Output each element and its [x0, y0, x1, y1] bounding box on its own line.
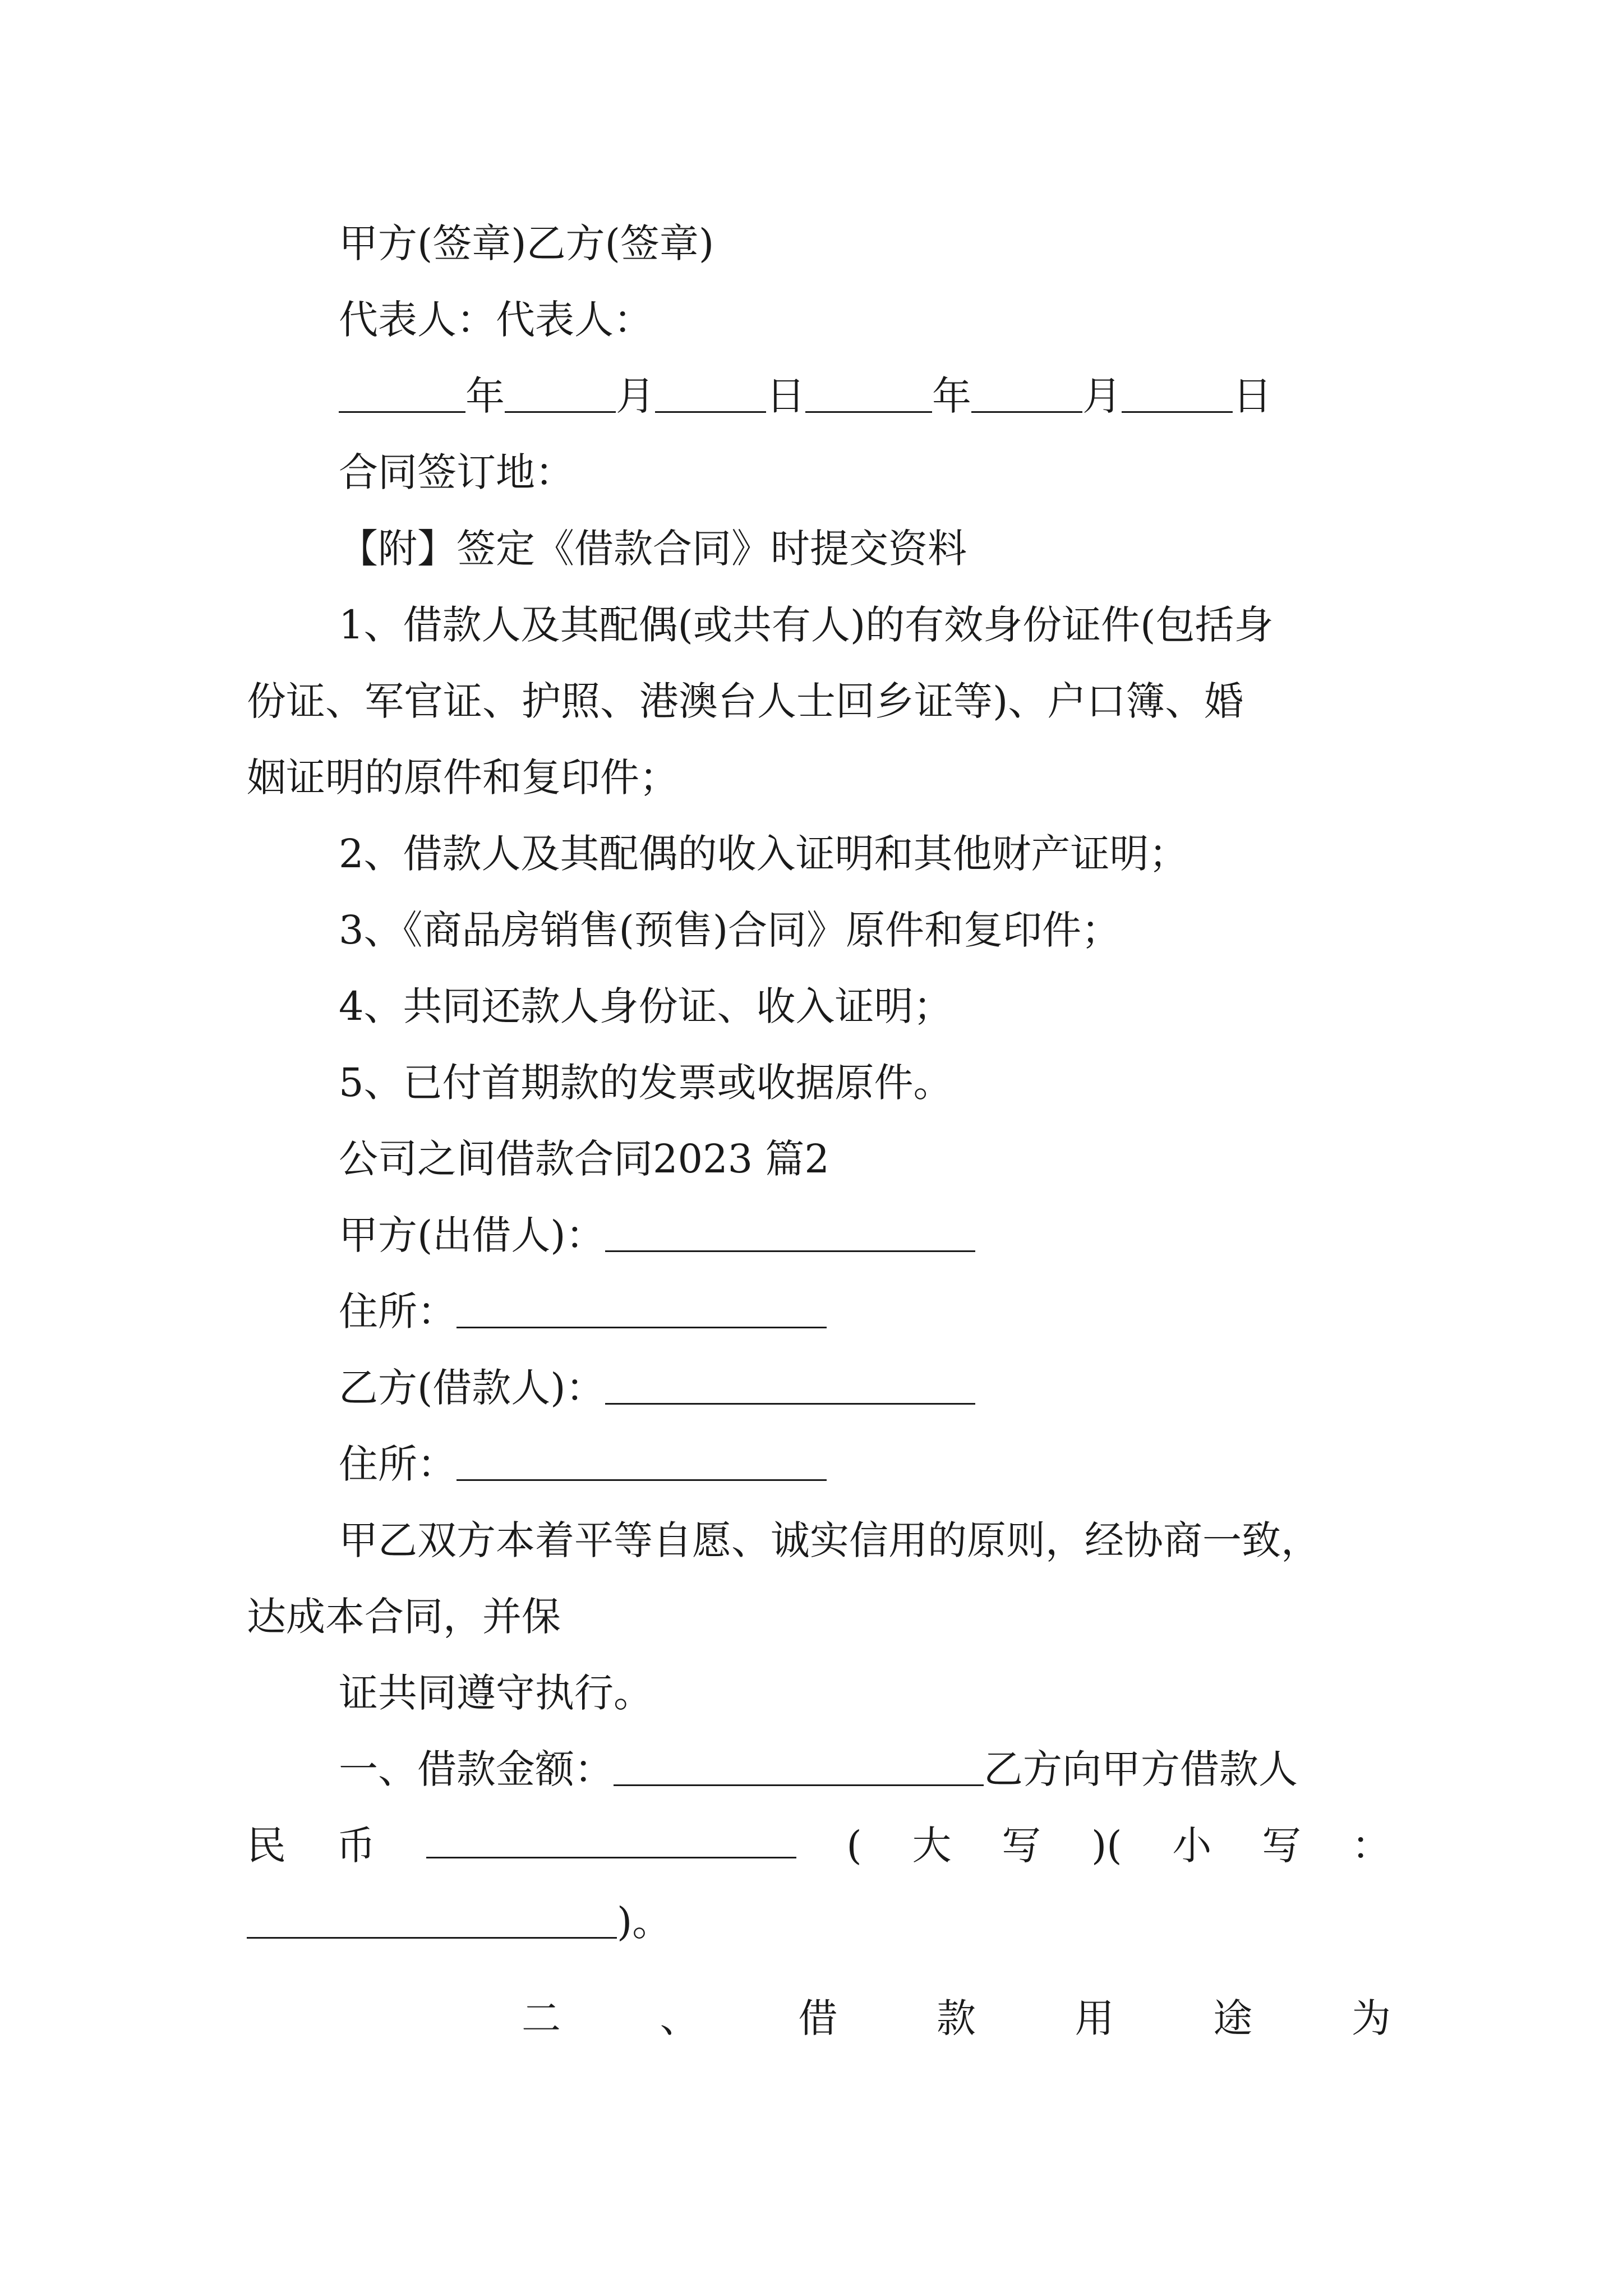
amount-text: 乙方向甲方借款人 — [984, 1746, 1298, 1792]
purpose-char-3: 借 — [798, 1995, 838, 2041]
lender-blank[interactable] — [605, 1211, 975, 1252]
purpose-char-4: 款 — [936, 1995, 976, 2041]
currency-char-2: 币 — [336, 1823, 376, 1869]
appendix-item-3: 3、《商品房销售(预售)合同》原件和复印件； — [339, 907, 1121, 953]
month-label-2: 月 — [1082, 373, 1122, 419]
appendix-item-2: 2、借款人及其配偶的收入证明和其他财产证明； — [339, 831, 1188, 877]
appendix-item-1-line-2: 份证、军官证、护照、港澳台人士回乡证等)、户口簿、婚 — [247, 678, 1244, 724]
borrower-blank[interactable] — [605, 1364, 975, 1405]
purpose-char-5: 用 — [1075, 1995, 1114, 2041]
borrower-address-line — [339, 1436, 1391, 1492]
preamble-line-1: 甲乙双方本着平等自愿、诚实信用的原则，经协商一致， — [339, 1517, 1320, 1563]
appendix-item-4: 4、共同还款人身份证、收入证明； — [339, 983, 953, 1029]
currency-row — [247, 1818, 1391, 1874]
blank-month-2[interactable] — [971, 372, 1082, 413]
lowercase-char-2: 写 — [1262, 1823, 1302, 1869]
borrower-line — [339, 1360, 1391, 1416]
lowercase-char-3: ： — [1351, 1823, 1391, 1869]
amount-line — [339, 1741, 1391, 1797]
amount-blank[interactable] — [614, 1745, 984, 1786]
uppercase-char-1: ( — [846, 1823, 862, 1869]
year-label-1: 年 — [465, 373, 505, 419]
uppercase-char-3: 写 — [1002, 1823, 1041, 1869]
blank-month-1[interactable] — [505, 372, 616, 413]
day-label-2: 日 — [1233, 373, 1272, 419]
amount-end: )。 — [617, 1899, 672, 1945]
appendix-item-1-line-1: 1、借款人及其配偶(或共有人)的有效身份证件(包括身 — [339, 602, 1274, 648]
lender-address-label: 住所： — [339, 1289, 457, 1335]
blank-year-1[interactable] — [339, 372, 465, 413]
appendix-item-1-line-3: 姻证明的原件和复印件； — [247, 754, 679, 800]
day-label-1: 日 — [766, 373, 805, 419]
signing-place: 合同签订地： — [339, 449, 574, 495]
purpose-char-2: 、 — [660, 1995, 699, 2041]
lender-line — [339, 1207, 1391, 1263]
lender-label: 甲方(出借人)： — [339, 1212, 605, 1258]
appendix-item-5: 5、已付首期款的发票或收据原件。 — [339, 1060, 953, 1106]
lowercase-amount-line — [247, 1894, 1391, 1950]
month-label-1: 月 — [616, 373, 655, 419]
blank-day-2[interactable] — [1122, 372, 1233, 413]
preamble-line-2: 达成本合同，并保 — [247, 1594, 561, 1640]
signature-representatives: 代表人：代表人： — [339, 297, 653, 343]
currency-line — [247, 1818, 1391, 1874]
purpose-line — [522, 1990, 1391, 2046]
appendix-title: 【附】签定《借款合同》时提交资料 — [339, 526, 967, 572]
purpose-char-6: 途 — [1213, 1995, 1253, 2041]
borrower-address-blank[interactable] — [457, 1440, 827, 1481]
lender-address-blank[interactable] — [457, 1287, 827, 1328]
uppercase-blank[interactable] — [426, 1818, 796, 1858]
year-label-2: 年 — [932, 373, 971, 419]
blank-year-2[interactable] — [805, 372, 932, 413]
borrower-address-label: 住所： — [339, 1441, 457, 1487]
uppercase-char-4: )( — [1091, 1823, 1122, 1869]
signature-parties: 甲方(签章)乙方(签章) — [339, 220, 714, 266]
currency-char-1: 民 — [247, 1823, 286, 1869]
purpose-char-7: 为 — [1351, 1995, 1391, 2041]
purpose-row — [522, 1990, 1391, 2046]
lowercase-char-1: 小 — [1172, 1823, 1212, 1869]
purpose-char-1: 二 — [522, 1995, 561, 2041]
signature-date-line — [339, 368, 1391, 424]
lowercase-blank[interactable] — [247, 1898, 617, 1939]
borrower-label: 乙方(借款人)： — [339, 1365, 605, 1411]
amount-label: 一、借款金额： — [339, 1746, 614, 1792]
uppercase-char-2: 大 — [912, 1823, 952, 1869]
preamble-line-3: 证共同遵守执行。 — [339, 1670, 653, 1716]
blank-day-1[interactable] — [655, 372, 766, 413]
lender-address-line — [339, 1283, 1391, 1340]
contract-heading: 公司之间借款合同2023 篇2 — [339, 1136, 829, 1182]
